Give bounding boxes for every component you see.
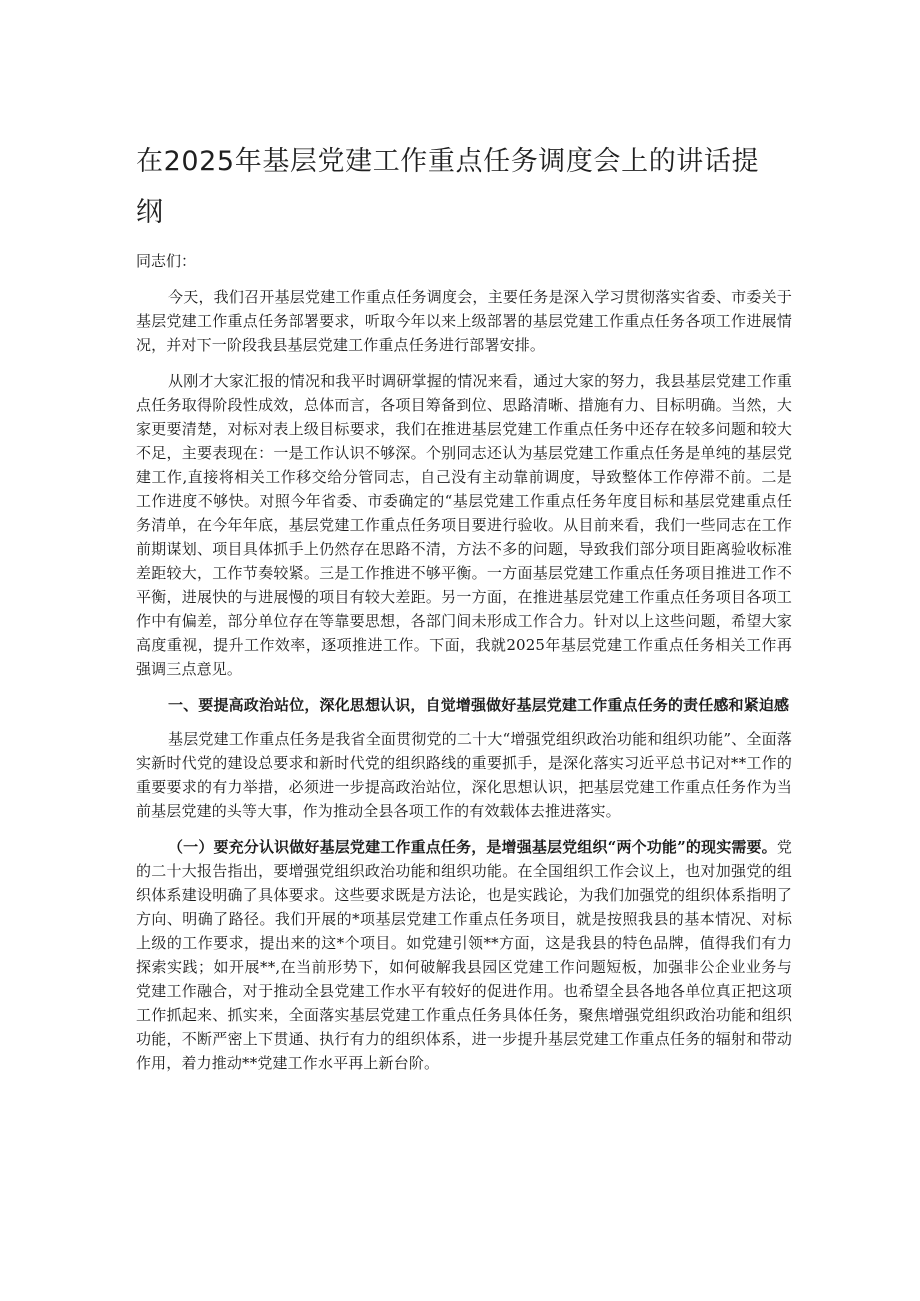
subsection-1-text: 党的二十大报告指出，要增强党组织政治功能和组织功能。在全国组织工作会议上，也对加强党的组织体系建设明确了具体要求。这些要求既是方法论，也是实践论，为我们加强党的组织体系指明了方向、明确了路径。我们开展的*项基层党建工作重点任务项目，就是按照我县的基本情况、对标上级的工作要求，提出来的这*个项目。如党建引领**方面，这是我县的特色品牌，值得我们有力探索实践；如开展**,在当前形势下，如何破解我县园区党建工作问题短板，加强非公企业业务与党建工作融合，对于推动全县党建工作水平有较好的促进作用。也希望全县各地各单位真正把这项工作抓起来、抓实来，全面落实基层党建工作重点任务具体任务，聚焦增强党组织政治功能和组织功能，不断严密上下贯通、执行有力的组织体系，进一步提升基层党建工作重点任务的辐射和带动作用，着力推动**党建工作水平再上新台阶。 <box>136 838 792 1072</box>
section-heading-1: 一、要提高政治站位，深化思想认识，自觉增强做好基层党建工作重点任务的责任感和紧迫感 <box>168 696 790 714</box>
salutation: 同志们： <box>136 252 197 270</box>
document-title: 在2025年基层党建工作重点任务调度会上的讲话提纲 <box>136 146 760 228</box>
paragraph-subsection-1 <box>136 835 792 1075</box>
subsection-1-lead: （一）要充分认识做好基层党建工作重点任务，是增强基层党组织“两个功能”的现实需要。 <box>168 838 777 856</box>
paragraph-opening: 今天，我们召开基层党建工作重点任务调度会，主要任务是深入学习贯彻落实省委、市委关于基层党建工作重点任务部署要求，听取今年以来上级部署的基层党建工作重点任务各项工作进展情况，并对下一阶段我县基层党建工作重点任务进行部署安排。 <box>136 288 792 354</box>
paragraph-section-1-intro: 基层党建工作重点任务是我省全面贯彻党的二十大“增强党组织政治功能和组织功能”、全面落实新时代党的建设总要求和新时代党的组织路线的重要抓手，是深化落实习近平总书记对**工作的重要要求的有力举措，必须进一步提高政治站位，深化思想认识，把基层党建工作重点任务作为当前基层党建的头等大事，作为推动全县各项工作的有效载体去推进落实。 <box>136 730 792 820</box>
paragraph-problems: 从刚才大家汇报的情况和我平时调研掌握的情况来看，通过大家的努力，我县基层党建工作重点任务取得阶段性成效，总体而言，各项目筹备到位、思路清晰、措施有力、目标明确。当然，大家更要清楚，对标对表上级目标要求，我们在推进基层党建工作重点任务中还存在较多问题和较大不足，主要表现在：一是工作认识不够深。个别同志还认为基层党建工作重点任务是单纯的基层党建工作,直接将相关工作移交给分管同志，自己没有主动靠前调度，导致整体工作停滞不前。二是工作进度不够快。对照今年省委、市委确定的“基层党建工作重点任务年度目标和基层党建重点任务清单，在今年年底，基层党建工作重点任务项目要进行验收。从目前来看，我们一些同志在工作前期谋划、项目具体抓手上仍然存在思路不清，方法不多的问题，导致我们部分项目距离验收标准差距较大，工作节奏较紧。三是工作推进不够平衡。一方面基层党建工作重点任务项目推进工作不平衡，进展快的与进展慢的项目有较大差距。另一方面，在推进基层党建工作重点任务项目各项工作中有偏差，部分单位存在等靠要思想，各部门间未形成工作合力。针对以上这些问题，希望大家高度重视，提升工作效率，逐项推进工作。下面，我就2025年基层党建工作重点任务相关工作再强调三点意见。 <box>136 372 792 678</box>
document-body <box>136 285 792 1087</box>
